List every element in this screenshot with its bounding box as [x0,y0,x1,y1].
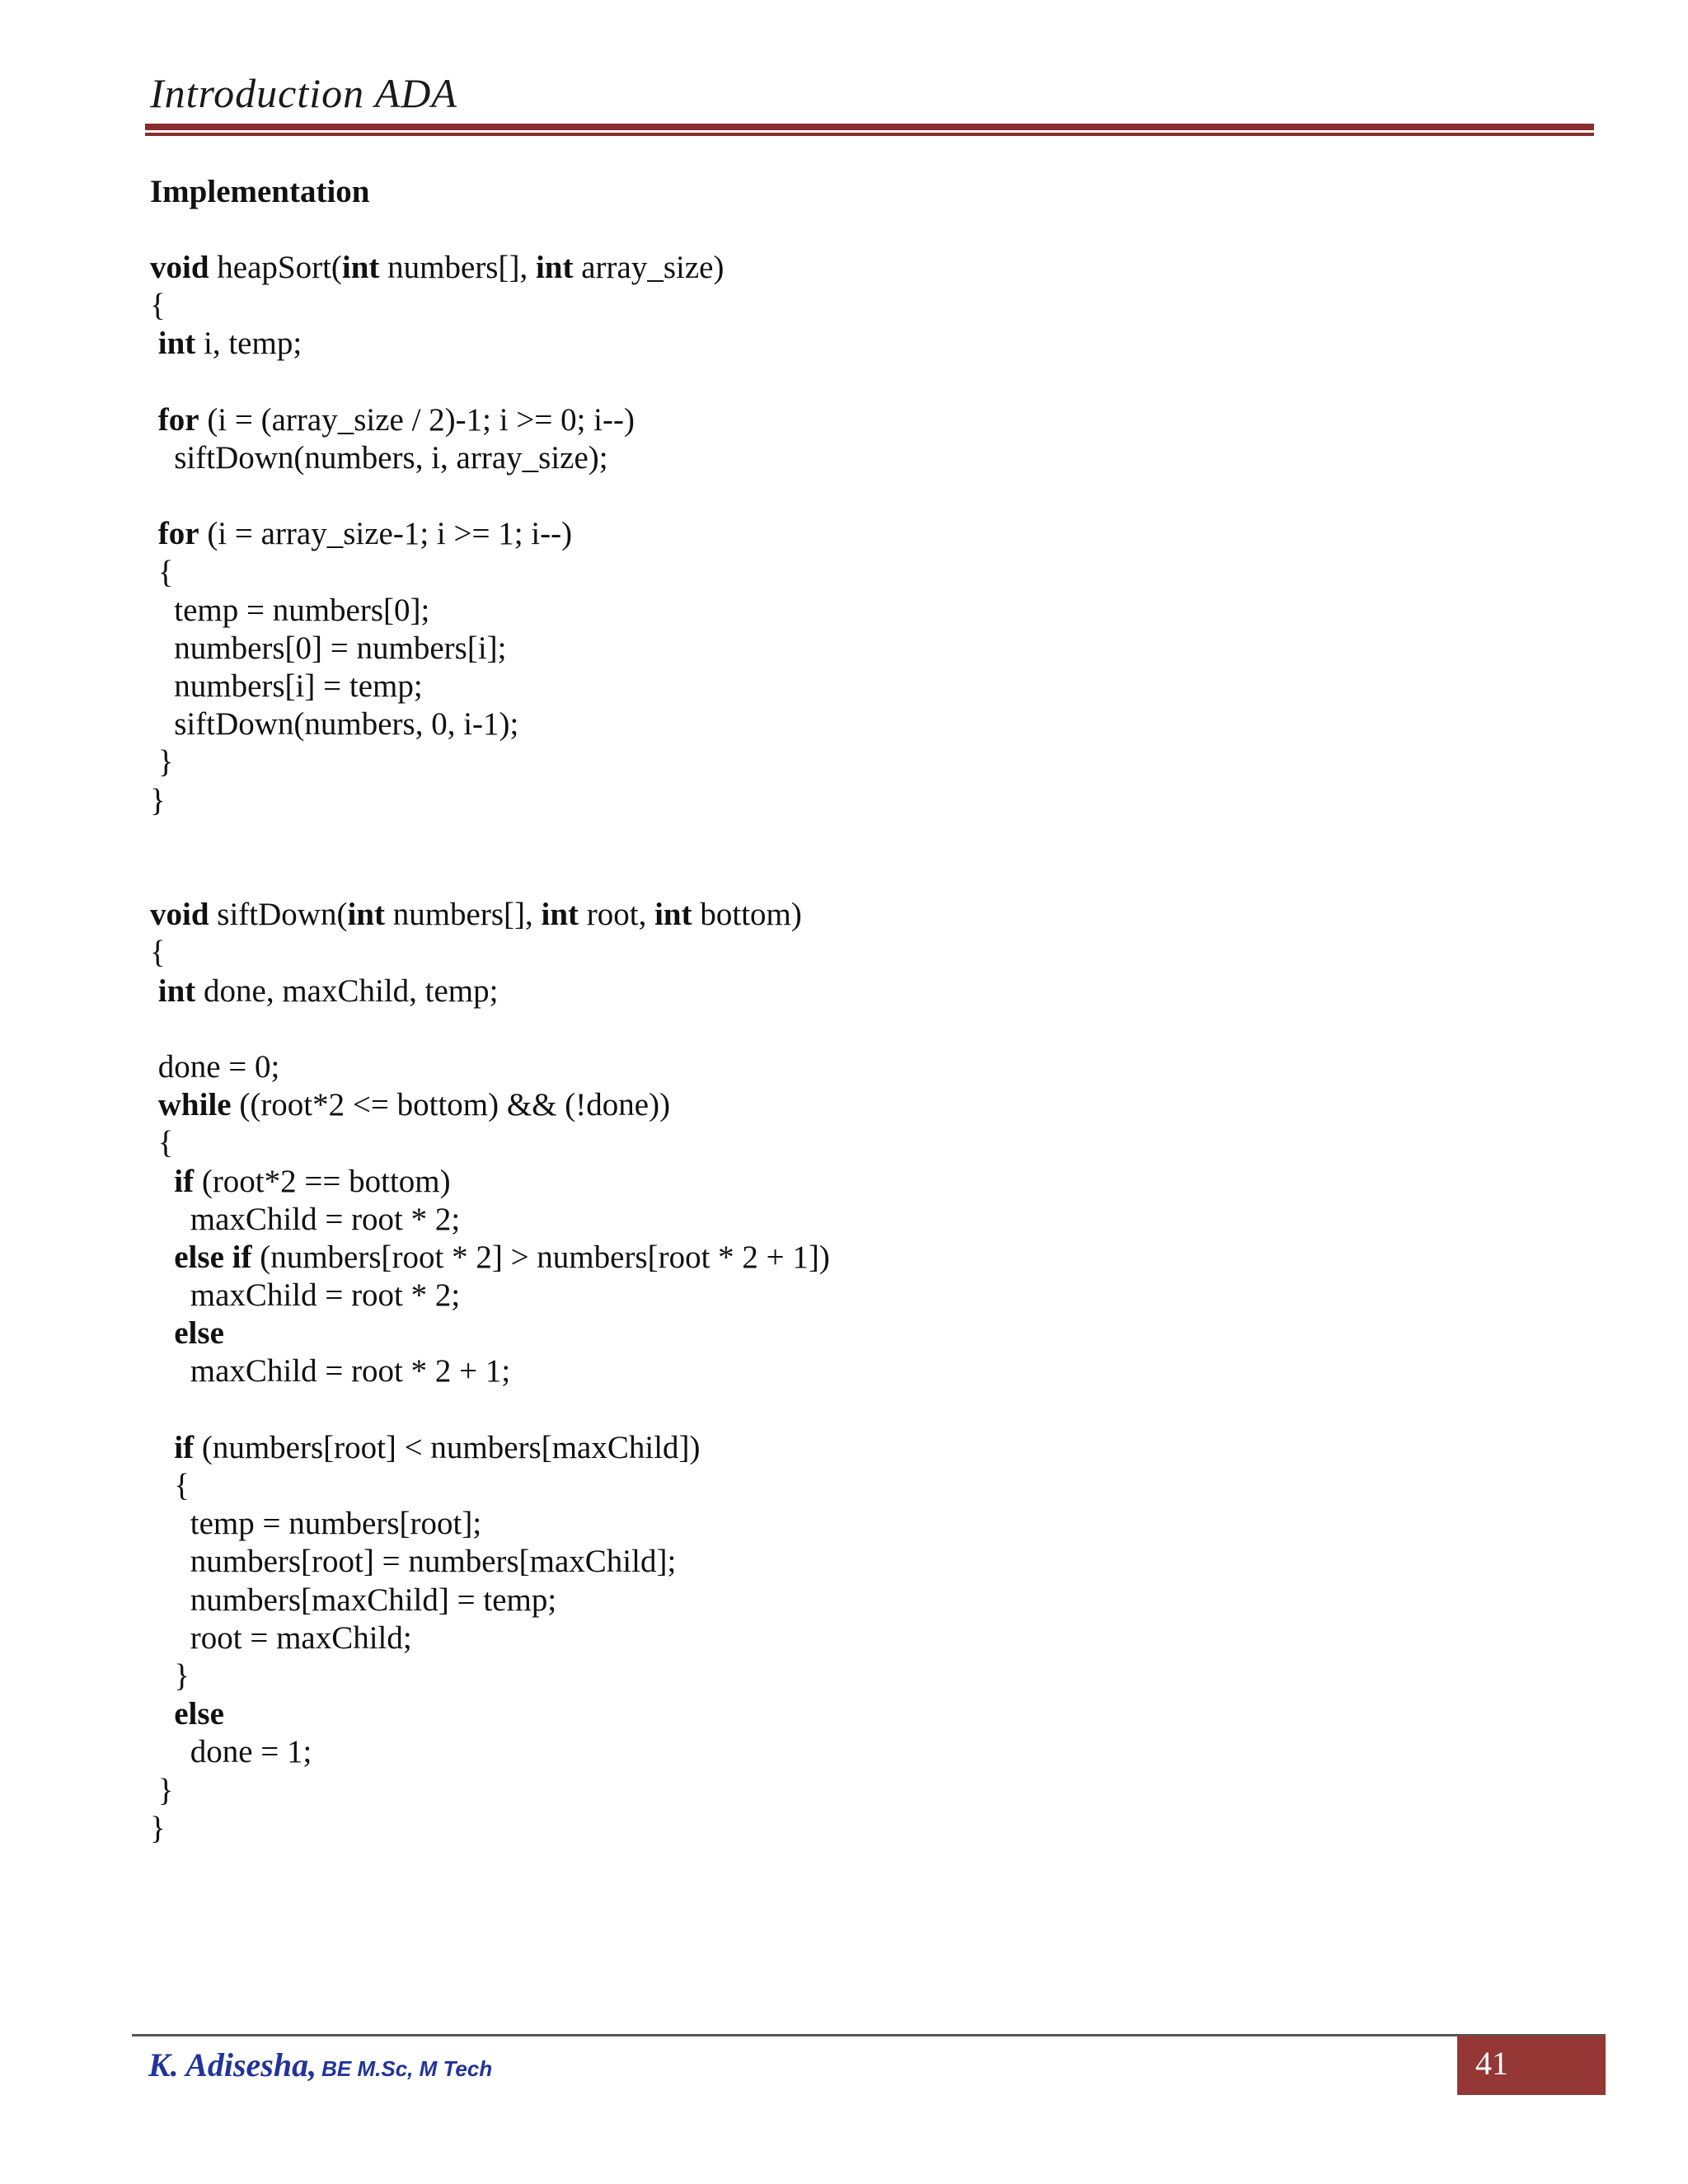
code-line [150,515,830,553]
code-text: (i = (array_size / 2)-1; i >= 0; i--) [199,401,635,438]
code-line [150,1163,830,1201]
code-line [150,972,830,1010]
code-text: (numbers[root * 2] > numbers[root * 2 + 1]) [251,1239,830,1275]
code-keyword: void [150,250,209,285]
header-rule-thin [145,133,1594,136]
code-indent [150,1315,174,1351]
author-degrees: BE M.Sc, M Tech [321,2056,493,2081]
code-text: (numbers[root] < numbers[maxChild]) [194,1429,701,1465]
code-indent [150,973,158,1009]
code-text: numbers[], [384,897,542,933]
code-line: } [150,1772,174,1808]
code-text: done, maxChild, temp; [195,972,499,1009]
code-line: { [150,1125,174,1161]
code-line: { [150,935,166,971]
code-keyword: int [535,250,574,285]
code-text: heapSort( [209,250,342,285]
code-text: numbers[], [379,250,536,285]
code-indent [150,1164,174,1199]
running-header-title: Introduction ADA [150,70,457,116]
code-line [150,1429,830,1467]
code-keyword: int [541,897,579,933]
code-keyword: for [157,401,199,438]
code-keyword: else [174,1696,224,1732]
code-line [150,1315,830,1352]
code-keyword: else [174,1315,224,1352]
code-line: } [150,744,174,780]
code-line: numbers[i] = temp; [150,668,423,705]
code-indent [150,402,158,438]
code-line: temp = numbers[0]; [150,592,430,628]
code-text: (root*2 == bottom) [194,1163,451,1199]
code-line: maxChild = root * 2 + 1; [150,1353,511,1390]
code-indent [150,516,158,551]
page-number-box [1457,2036,1606,2095]
code-line: siftDown(numbers, 0, i-1); [150,706,519,743]
code-line [150,477,830,515]
code-text: i, temp; [195,326,302,362]
code-line [150,1010,830,1048]
footer-rule [132,2034,1606,2036]
code-text: (i = array_size-1; i >= 1; i--) [199,516,573,552]
code-line: numbers[maxChild] = temp; [150,1582,557,1618]
code-line: done = 0; [150,1048,280,1085]
header-rule-thick [145,124,1594,130]
code-text: siftDown( [209,897,348,933]
code-indent [150,1087,158,1122]
code-line: numbers[root] = numbers[maxChild]; [150,1544,677,1580]
code-text: root, [579,897,655,933]
code-line: done = 1; [150,1734,312,1770]
code-keyword: while [157,1087,232,1123]
section-heading: Implementation [150,174,370,209]
code-line [150,1391,830,1429]
code-indent [150,1240,174,1275]
code-line [150,820,830,858]
author-name: K. Adisesha, [148,2046,317,2083]
code-line [150,401,830,439]
code-line: } [150,1810,166,1846]
code-line [150,325,830,363]
code-indent [150,1430,174,1465]
code-line: { [150,288,166,324]
code-line [150,1695,830,1733]
code-line: } [150,782,166,818]
code-keyword: if [174,1429,195,1465]
code-keyword: void [150,897,209,933]
code-line [150,1086,830,1124]
code-line: } [150,1657,190,1694]
footer-author [148,2046,492,2084]
code-keyword: int [157,972,196,1009]
code-text: bottom) [692,897,802,933]
code-keyword: int [347,897,385,933]
code-line: { [150,554,174,590]
code-line: maxChild = root * 2; [150,1277,461,1314]
code-listing [150,249,830,1848]
code-keyword: for [157,516,199,552]
code-indent [150,326,158,361]
code-keyword: int [157,326,196,362]
code-keyword: if [174,1163,195,1199]
page-number: 41 [1475,2045,1508,2082]
code-line: root = maxChild; [150,1619,412,1656]
code-line: maxChild = root * 2; [150,1201,461,1237]
code-line [150,249,830,287]
code-text: array_size) [573,250,724,285]
code-keyword: int [654,897,692,933]
code-line: { [150,1468,190,1503]
code-line [150,363,830,401]
code-line [150,858,830,896]
code-line: siftDown(numbers, i, array_size); [150,439,608,476]
code-line: numbers[0] = numbers[i]; [150,630,507,666]
code-line [150,896,830,934]
code-keyword: int [341,250,380,285]
code-indent [150,1696,174,1732]
code-line: temp = numbers[root]; [150,1506,482,1542]
code-text: ((root*2 <= bottom) && (!done)) [231,1087,671,1123]
code-line [150,1239,830,1277]
code-keyword: else if [174,1239,252,1275]
